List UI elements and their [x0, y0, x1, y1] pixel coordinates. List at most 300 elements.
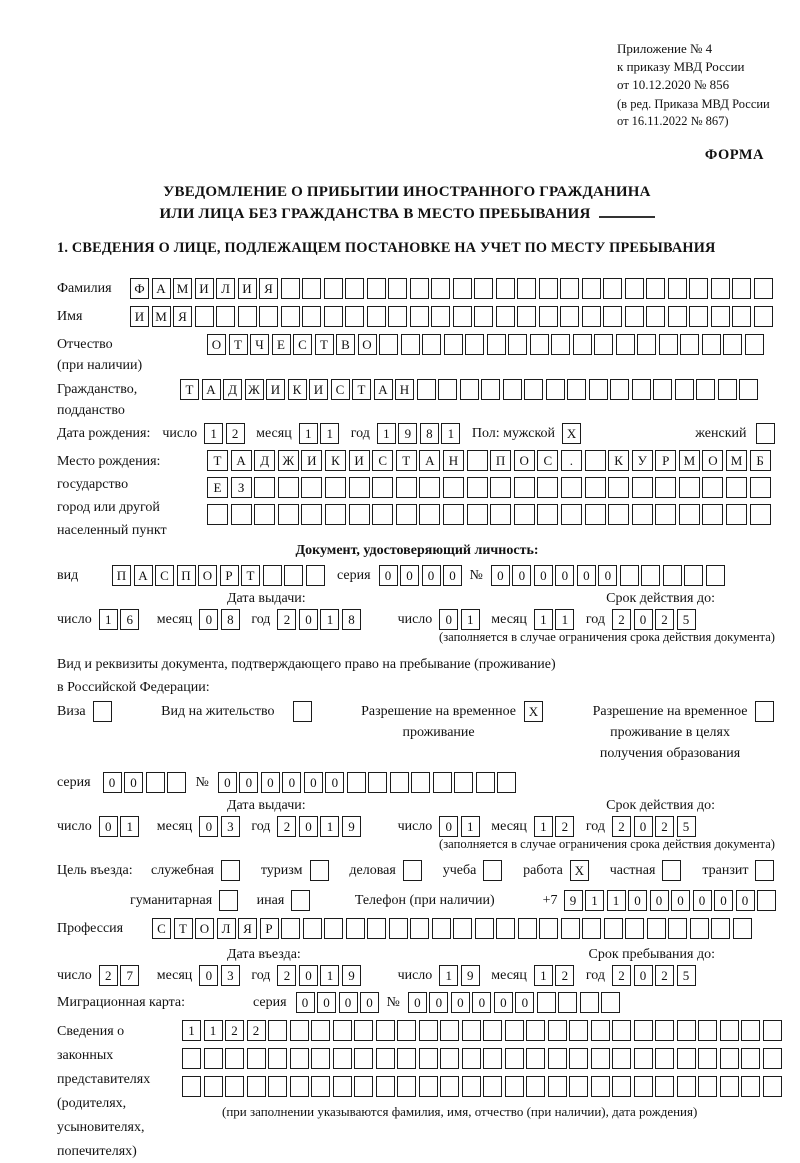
stay-year-cells[interactable]	[612, 965, 698, 986]
char-cell[interactable]	[582, 306, 601, 327]
char-cell[interactable]	[679, 504, 700, 525]
char-cell[interactable]: 2	[655, 609, 674, 630]
char-cell[interactable]: Д	[223, 379, 242, 400]
char-cell[interactable]: 1	[534, 609, 553, 630]
char-cell[interactable]	[433, 772, 452, 793]
char-cell[interactable]	[569, 1020, 588, 1041]
char-cell[interactable]: 0	[634, 965, 653, 986]
char-cell[interactable]	[641, 565, 660, 586]
char-cell[interactable]	[560, 278, 579, 299]
profession-cells[interactable]	[152, 918, 754, 939]
purpose-work-checkbox[interactable]: X	[570, 860, 589, 881]
char-cell[interactable]	[603, 306, 622, 327]
char-cell[interactable]: 0	[325, 772, 344, 793]
char-cell[interactable]	[311, 1048, 330, 1069]
char-cell[interactable]	[263, 565, 282, 586]
char-cell[interactable]	[720, 1020, 739, 1041]
char-cell[interactable]	[490, 477, 511, 498]
char-cell[interactable]: 0	[317, 992, 336, 1013]
char-cell[interactable]: 0	[634, 816, 653, 837]
char-cell[interactable]	[422, 334, 441, 355]
char-cell[interactable]	[376, 1076, 395, 1097]
char-cell[interactable]: Р	[220, 565, 239, 586]
char-cell[interactable]	[677, 1076, 696, 1097]
sex-male-checkbox[interactable]: X	[562, 423, 581, 444]
char-cell[interactable]: 0	[124, 772, 143, 793]
char-cell[interactable]	[750, 504, 771, 525]
char-cell[interactable]	[582, 278, 601, 299]
char-cell[interactable]	[503, 379, 522, 400]
char-cell[interactable]: С	[152, 918, 171, 939]
char-cell[interactable]	[268, 1020, 287, 1041]
char-cell[interactable]	[539, 306, 558, 327]
char-cell[interactable]: 0	[439, 816, 458, 837]
char-cell[interactable]: 0	[439, 609, 458, 630]
char-cell[interactable]	[390, 772, 409, 793]
doc-series-cells[interactable]	[379, 565, 465, 586]
char-cell[interactable]	[311, 1076, 330, 1097]
char-cell[interactable]: 0	[472, 992, 491, 1013]
char-cell[interactable]	[268, 1048, 287, 1069]
birth-place-cells-row3[interactable]	[207, 504, 773, 525]
char-cell[interactable]	[505, 1076, 524, 1097]
purpose-business-checkbox[interactable]	[221, 860, 240, 881]
char-cell[interactable]	[514, 504, 535, 525]
char-cell[interactable]	[647, 918, 666, 939]
char-cell[interactable]	[476, 772, 495, 793]
char-cell[interactable]	[561, 477, 582, 498]
char-cell[interactable]: О	[358, 334, 377, 355]
char-cell[interactable]: С	[537, 450, 558, 471]
char-cell[interactable]	[388, 278, 407, 299]
char-cell[interactable]	[612, 1048, 631, 1069]
char-cell[interactable]	[301, 504, 322, 525]
char-cell[interactable]	[490, 504, 511, 525]
birth-day-cells[interactable]	[204, 423, 247, 444]
residence-valid-day-cells[interactable]	[439, 816, 482, 837]
char-cell[interactable]	[530, 334, 549, 355]
char-cell[interactable]	[757, 890, 776, 911]
char-cell[interactable]: О	[207, 334, 226, 355]
char-cell[interactable]: 1	[320, 816, 339, 837]
char-cell[interactable]: 0	[103, 772, 122, 793]
char-cell[interactable]: 0	[693, 890, 712, 911]
char-cell[interactable]	[603, 278, 622, 299]
char-cell[interactable]	[325, 477, 346, 498]
char-cell[interactable]	[376, 1048, 395, 1069]
char-cell[interactable]: 1	[555, 609, 574, 630]
char-cell[interactable]	[467, 504, 488, 525]
char-cell[interactable]	[333, 1020, 352, 1041]
char-cell[interactable]	[324, 306, 343, 327]
char-cell[interactable]	[284, 565, 303, 586]
char-cell[interactable]	[561, 918, 580, 939]
char-cell[interactable]: 1	[441, 423, 460, 444]
char-cell[interactable]: О	[702, 450, 723, 471]
char-cell[interactable]: 0	[598, 565, 617, 586]
char-cell[interactable]	[560, 306, 579, 327]
char-cell[interactable]	[537, 992, 556, 1013]
purpose-tourism-checkbox[interactable]	[310, 860, 329, 881]
char-cell[interactable]: И	[266, 379, 285, 400]
char-cell[interactable]: И	[130, 306, 149, 327]
char-cell[interactable]	[754, 278, 773, 299]
purpose-private-checkbox[interactable]	[662, 860, 681, 881]
char-cell[interactable]: 1	[320, 965, 339, 986]
char-cell[interactable]	[537, 504, 558, 525]
char-cell[interactable]: 0	[422, 565, 441, 586]
char-cell[interactable]	[306, 565, 325, 586]
char-cell[interactable]	[689, 306, 708, 327]
char-cell[interactable]: Р	[260, 918, 279, 939]
char-cell[interactable]: З	[231, 477, 252, 498]
char-cell[interactable]: 5	[677, 816, 696, 837]
char-cell[interactable]	[668, 278, 687, 299]
char-cell[interactable]: П	[177, 565, 196, 586]
char-cell[interactable]	[514, 477, 535, 498]
char-cell[interactable]	[739, 379, 758, 400]
char-cell[interactable]	[462, 1048, 481, 1069]
char-cell[interactable]	[655, 504, 676, 525]
purpose-other-checkbox[interactable]	[291, 890, 310, 911]
char-cell[interactable]: А	[152, 278, 171, 299]
migration-number-cells[interactable]	[408, 992, 623, 1013]
char-cell[interactable]: 0	[555, 565, 574, 586]
char-cell[interactable]	[216, 306, 235, 327]
char-cell[interactable]	[732, 278, 751, 299]
char-cell[interactable]: 0	[379, 565, 398, 586]
char-cell[interactable]	[620, 565, 639, 586]
char-cell[interactable]: И	[301, 450, 322, 471]
char-cell[interactable]	[526, 1048, 545, 1069]
char-cell[interactable]	[396, 477, 417, 498]
char-cell[interactable]	[268, 1076, 287, 1097]
char-cell[interactable]	[677, 1048, 696, 1069]
char-cell[interactable]: А	[374, 379, 393, 400]
char-cell[interactable]: 8	[221, 609, 240, 630]
char-cell[interactable]	[410, 278, 429, 299]
char-cell[interactable]	[301, 477, 322, 498]
char-cell[interactable]	[483, 1076, 502, 1097]
char-cell[interactable]: 0	[628, 890, 647, 911]
char-cell[interactable]	[496, 918, 515, 939]
stay-day-cells[interactable]	[439, 965, 482, 986]
char-cell[interactable]	[732, 306, 751, 327]
char-cell[interactable]	[333, 1076, 352, 1097]
sex-female-checkbox[interactable]	[756, 423, 775, 444]
char-cell[interactable]	[396, 504, 417, 525]
char-cell[interactable]	[454, 772, 473, 793]
char-cell[interactable]	[585, 504, 606, 525]
char-cell[interactable]	[567, 379, 586, 400]
char-cell[interactable]	[225, 1076, 244, 1097]
char-cell[interactable]	[460, 379, 479, 400]
char-cell[interactable]: Ч	[250, 334, 269, 355]
char-cell[interactable]	[324, 918, 343, 939]
char-cell[interactable]: 1	[204, 1020, 223, 1041]
char-cell[interactable]	[573, 334, 592, 355]
char-cell[interactable]	[247, 1076, 266, 1097]
char-cell[interactable]	[410, 918, 429, 939]
char-cell[interactable]: Я	[259, 278, 278, 299]
char-cell[interactable]: 1	[320, 609, 339, 630]
char-cell[interactable]	[726, 504, 747, 525]
visa-checkbox[interactable]	[93, 701, 112, 722]
char-cell[interactable]	[281, 306, 300, 327]
representatives-cells-row1[interactable]	[182, 1020, 784, 1041]
char-cell[interactable]	[379, 334, 398, 355]
char-cell[interactable]	[278, 477, 299, 498]
char-cell[interactable]	[634, 1048, 653, 1069]
char-cell[interactable]: 0	[650, 890, 669, 911]
char-cell[interactable]: М	[173, 278, 192, 299]
char-cell[interactable]	[637, 334, 656, 355]
char-cell[interactable]	[526, 1020, 545, 1041]
char-cell[interactable]: 1	[377, 423, 396, 444]
char-cell[interactable]: 0	[282, 772, 301, 793]
temp-residence-edu-checkbox[interactable]	[755, 701, 774, 722]
char-cell[interactable]	[195, 306, 214, 327]
char-cell[interactable]	[689, 278, 708, 299]
birth-place-cells-row1[interactable]	[207, 450, 773, 471]
char-cell[interactable]	[585, 450, 606, 471]
char-cell[interactable]	[741, 1020, 760, 1041]
char-cell[interactable]	[462, 1020, 481, 1041]
char-cell[interactable]	[388, 306, 407, 327]
char-cell[interactable]: 0	[199, 965, 218, 986]
char-cell[interactable]	[680, 334, 699, 355]
char-cell[interactable]: И	[238, 278, 257, 299]
char-cell[interactable]	[505, 1048, 524, 1069]
char-cell[interactable]: 8	[342, 609, 361, 630]
char-cell[interactable]: 0	[512, 565, 531, 586]
doc-kind-cells[interactable]	[112, 565, 327, 586]
migration-series-cells[interactable]	[296, 992, 382, 1013]
char-cell[interactable]: 2	[612, 965, 631, 986]
char-cell[interactable]: Б	[750, 450, 771, 471]
temp-residence-checkbox[interactable]: X	[524, 701, 543, 722]
char-cell[interactable]	[465, 334, 484, 355]
char-cell[interactable]	[204, 1048, 223, 1069]
char-cell[interactable]	[608, 504, 629, 525]
char-cell[interactable]: Я	[173, 306, 192, 327]
char-cell[interactable]	[632, 504, 653, 525]
char-cell[interactable]	[354, 1076, 373, 1097]
char-cell[interactable]	[259, 306, 278, 327]
residence-permit-checkbox[interactable]	[293, 701, 312, 722]
char-cell[interactable]	[483, 1020, 502, 1041]
char-cell[interactable]: 1	[534, 965, 553, 986]
residence-series-cells[interactable]	[103, 772, 189, 793]
char-cell[interactable]: А	[231, 450, 252, 471]
char-cell[interactable]	[367, 278, 386, 299]
char-cell[interactable]	[346, 918, 365, 939]
char-cell[interactable]	[238, 306, 257, 327]
char-cell[interactable]	[726, 477, 747, 498]
char-cell[interactable]: 9	[342, 816, 361, 837]
char-cell[interactable]	[497, 772, 516, 793]
char-cell[interactable]	[474, 306, 493, 327]
char-cell[interactable]	[419, 1076, 438, 1097]
char-cell[interactable]	[290, 1048, 309, 1069]
char-cell[interactable]: 0	[299, 816, 318, 837]
char-cell[interactable]	[324, 278, 343, 299]
char-cell[interactable]: 1	[320, 423, 339, 444]
char-cell[interactable]	[303, 918, 322, 939]
char-cell[interactable]	[354, 1048, 373, 1069]
char-cell[interactable]: О	[514, 450, 535, 471]
char-cell[interactable]: 0	[339, 992, 358, 1013]
char-cell[interactable]: 0	[577, 565, 596, 586]
char-cell[interactable]	[311, 1020, 330, 1041]
char-cell[interactable]	[551, 334, 570, 355]
char-cell[interactable]	[585, 477, 606, 498]
char-cell[interactable]	[702, 504, 723, 525]
residence-valid-month-cells[interactable]	[534, 816, 577, 837]
citizenship-cells[interactable]	[180, 379, 761, 400]
char-cell[interactable]	[677, 1020, 696, 1041]
char-cell[interactable]	[207, 504, 228, 525]
char-cell[interactable]: 2	[612, 816, 631, 837]
char-cell[interactable]	[548, 1020, 567, 1041]
char-cell[interactable]	[763, 1048, 782, 1069]
char-cell[interactable]	[655, 1076, 674, 1097]
char-cell[interactable]	[723, 334, 742, 355]
char-cell[interactable]: Ж	[278, 450, 299, 471]
birth-month-cells[interactable]	[299, 423, 342, 444]
char-cell[interactable]	[634, 1020, 653, 1041]
char-cell[interactable]	[302, 306, 321, 327]
char-cell[interactable]	[431, 306, 450, 327]
char-cell[interactable]	[601, 992, 620, 1013]
char-cell[interactable]	[690, 918, 709, 939]
char-cell[interactable]	[367, 918, 386, 939]
char-cell[interactable]: О	[195, 918, 214, 939]
char-cell[interactable]	[653, 379, 672, 400]
char-cell[interactable]	[438, 379, 457, 400]
char-cell[interactable]	[582, 918, 601, 939]
char-cell[interactable]: 1	[99, 609, 118, 630]
char-cell[interactable]	[659, 334, 678, 355]
char-cell[interactable]	[632, 477, 653, 498]
char-cell[interactable]: Я	[238, 918, 257, 939]
char-cell[interactable]	[655, 1020, 674, 1041]
char-cell[interactable]: 2	[226, 423, 245, 444]
char-cell[interactable]	[612, 1076, 631, 1097]
char-cell[interactable]: 0	[99, 816, 118, 837]
char-cell[interactable]	[594, 334, 613, 355]
residence-valid-year-cells[interactable]	[612, 816, 698, 837]
char-cell[interactable]: 0	[671, 890, 690, 911]
char-cell[interactable]: 9	[461, 965, 480, 986]
char-cell[interactable]	[247, 1048, 266, 1069]
residence-issue-month-cells[interactable]	[199, 816, 242, 837]
char-cell[interactable]	[146, 772, 165, 793]
char-cell[interactable]	[634, 1076, 653, 1097]
char-cell[interactable]: 1	[534, 816, 553, 837]
char-cell[interactable]: 9	[564, 890, 583, 911]
char-cell[interactable]: 3	[221, 816, 240, 837]
char-cell[interactable]: 9	[398, 423, 417, 444]
char-cell[interactable]	[204, 1076, 223, 1097]
char-cell[interactable]	[496, 278, 515, 299]
char-cell[interactable]	[281, 918, 300, 939]
char-cell[interactable]	[254, 477, 275, 498]
char-cell[interactable]: 1	[461, 816, 480, 837]
char-cell[interactable]	[290, 1076, 309, 1097]
char-cell[interactable]: 0	[261, 772, 280, 793]
char-cell[interactable]: И	[195, 278, 214, 299]
char-cell[interactable]: 0	[239, 772, 258, 793]
doc-number-cells[interactable]	[491, 565, 728, 586]
char-cell[interactable]: С	[372, 450, 393, 471]
char-cell[interactable]: 7	[120, 965, 139, 986]
char-cell[interactable]: 2	[247, 1020, 266, 1041]
char-cell[interactable]	[444, 334, 463, 355]
char-cell[interactable]: Н	[395, 379, 414, 400]
char-cell[interactable]	[302, 278, 321, 299]
char-cell[interactable]: 0	[408, 992, 427, 1013]
char-cell[interactable]	[745, 334, 764, 355]
char-cell[interactable]	[411, 772, 430, 793]
char-cell[interactable]	[453, 918, 472, 939]
char-cell[interactable]: 1	[461, 609, 480, 630]
char-cell[interactable]	[706, 565, 725, 586]
char-cell[interactable]: Ф	[130, 278, 149, 299]
entry-day-cells[interactable]	[99, 965, 142, 986]
char-cell[interactable]: 2	[277, 816, 296, 837]
char-cell[interactable]	[508, 334, 527, 355]
char-cell[interactable]	[526, 1076, 545, 1097]
char-cell[interactable]	[345, 278, 364, 299]
char-cell[interactable]: Т	[180, 379, 199, 400]
stay-month-cells[interactable]	[534, 965, 577, 986]
phone-cells[interactable]	[564, 890, 779, 911]
patronymic-cells[interactable]	[207, 334, 766, 355]
char-cell[interactable]	[483, 1048, 502, 1069]
char-cell[interactable]: 0	[491, 565, 510, 586]
char-cell[interactable]: 0	[360, 992, 379, 1013]
char-cell[interactable]	[443, 504, 464, 525]
purpose-commercial-checkbox[interactable]	[403, 860, 422, 881]
char-cell[interactable]: М	[152, 306, 171, 327]
char-cell[interactable]: 6	[120, 609, 139, 630]
char-cell[interactable]	[537, 477, 558, 498]
char-cell[interactable]	[763, 1020, 782, 1041]
char-cell[interactable]: И	[309, 379, 328, 400]
char-cell[interactable]: Н	[443, 450, 464, 471]
char-cell[interactable]: П	[112, 565, 131, 586]
issue-year-cells[interactable]	[277, 609, 363, 630]
representatives-cells-row3[interactable]	[182, 1076, 784, 1097]
char-cell[interactable]	[720, 1076, 739, 1097]
char-cell[interactable]	[505, 1020, 524, 1041]
char-cell[interactable]: Е	[272, 334, 291, 355]
char-cell[interactable]	[518, 918, 537, 939]
char-cell[interactable]	[278, 504, 299, 525]
char-cell[interactable]: О	[198, 565, 217, 586]
char-cell[interactable]	[333, 1048, 352, 1069]
char-cell[interactable]	[517, 306, 536, 327]
char-cell[interactable]: 0	[736, 890, 755, 911]
char-cell[interactable]: С	[293, 334, 312, 355]
char-cell[interactable]: 9	[342, 965, 361, 986]
char-cell[interactable]: 0	[199, 609, 218, 630]
char-cell[interactable]	[663, 565, 682, 586]
char-cell[interactable]: П	[490, 450, 511, 471]
char-cell[interactable]: 3	[221, 965, 240, 986]
char-cell[interactable]	[608, 477, 629, 498]
